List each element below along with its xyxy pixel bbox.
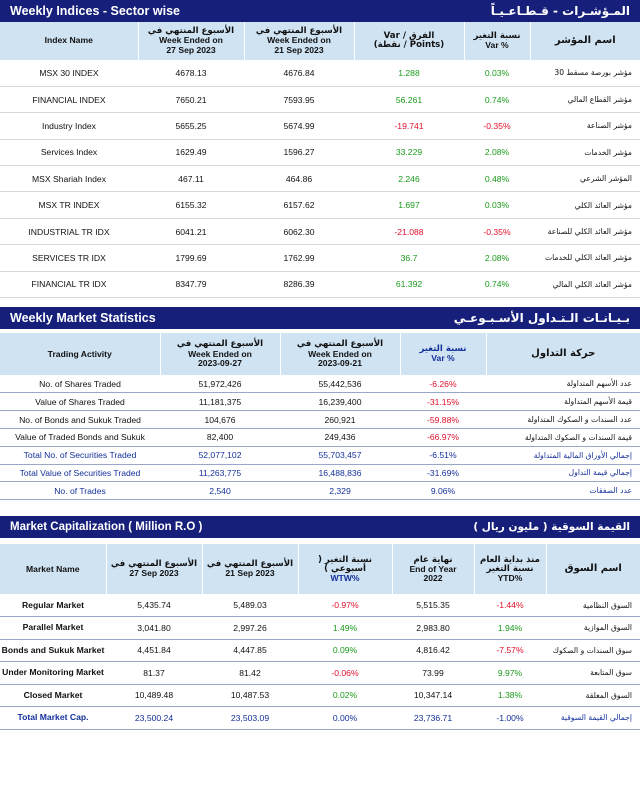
index-row — [0, 166, 640, 192]
index-name: Industry Index — [0, 113, 138, 139]
cap-week2-value: 4,447.85 — [202, 639, 298, 662]
cap-row — [0, 594, 640, 617]
index-name: MSX TR INDEX — [0, 192, 138, 218]
stats-var-pct: -6.26% — [400, 375, 486, 393]
stats-row — [0, 375, 640, 393]
indices-header-row — [0, 22, 640, 60]
index-var-points: -19.741 — [354, 113, 464, 139]
cap-title: Market Capitalization ( Million R.O ) — [10, 521, 203, 534]
cap-title-bar — [0, 516, 640, 538]
stats-activity-name-ar: قيمة الأسهم المتداولة — [486, 393, 640, 411]
index-name-ar: المؤشر الشرعي — [530, 166, 640, 192]
cap-week1-value: 81.37 — [106, 662, 202, 685]
stats-activity-name-ar: عدد السندات و الصكوك المتداولة — [486, 411, 640, 429]
index-week2-value: 4676.84 — [244, 60, 354, 86]
cap-end-of-year-value: 4,816.42 — [392, 639, 474, 662]
cap-week1-value: 23,500.24 — [106, 707, 202, 730]
cap-end-of-year-value: 5,515.35 — [392, 594, 474, 617]
col-index-name: Index Name — [0, 22, 138, 60]
col-week1: الأسبوع المنتهي في Week Ended on 27 Sep 2023 — [138, 22, 244, 60]
cap-ytd-pct: -1.00% — [474, 707, 546, 730]
index-var-points: 1.697 — [354, 192, 464, 218]
stats-var-pct: -6.51% — [400, 446, 486, 464]
cap-week1-value: 3,041.80 — [106, 617, 202, 640]
stats-week1-value: 11,181,375 — [160, 393, 280, 411]
col-var-pct: نسبة التغير Var % — [464, 22, 530, 60]
cap-market-name-ar: إجمالي القيمة السوقية — [546, 707, 640, 730]
index-week1-value: 6041.21 — [138, 218, 244, 244]
index-week1-value: 467.11 — [138, 166, 244, 192]
col-week1: الأسبوع المنتهي في 27 Sep 2023 — [106, 544, 202, 594]
indices-title-bar — [0, 0, 640, 22]
index-name: Services Index — [0, 139, 138, 165]
index-name-ar: مؤشر العائد الكلي — [530, 192, 640, 218]
index-row — [0, 192, 640, 218]
indices-table — [0, 22, 640, 298]
stats-table — [0, 333, 640, 500]
stats-activity-name: No. of Bonds and Sukuk Traded — [0, 411, 160, 429]
index-var-points: 1.288 — [354, 60, 464, 86]
index-row — [0, 60, 640, 86]
cap-market-name: Bonds and Sukuk Market — [0, 639, 106, 662]
index-week2-value: 5674.99 — [244, 113, 354, 139]
stats-title-ar: بـيـانـات الـتـداول الأسـبـوعـي — [453, 311, 630, 326]
stats-week2-value: 2,329 — [280, 482, 400, 500]
stats-var-pct: 9.06% — [400, 482, 486, 500]
cap-end-of-year-value: 23,736.71 — [392, 707, 474, 730]
index-week1-value: 5655.25 — [138, 113, 244, 139]
stats-var-pct: -66.97% — [400, 428, 486, 446]
stats-activity-name: Total Value of Securities Traded — [0, 464, 160, 482]
index-name-ar: مؤشر الصناعة — [530, 113, 640, 139]
stats-week1-value: 51,972,426 — [160, 375, 280, 393]
stats-week2-value: 260,921 — [280, 411, 400, 429]
index-week2-value: 1762.99 — [244, 245, 354, 271]
cap-header-row — [0, 544, 640, 594]
stats-week1-value: 11,263,775 — [160, 464, 280, 482]
stats-activity-name-ar: عدد الصفقات — [486, 482, 640, 500]
stats-title: Weekly Market Statistics — [10, 311, 156, 326]
cap-week1-value: 5,435.74 — [106, 594, 202, 617]
stats-week1-value: 82,400 — [160, 428, 280, 446]
indices-title: Weekly Indices - Sector wise — [10, 4, 180, 18]
stats-week2-value: 249,436 — [280, 428, 400, 446]
index-var-pct: -0.35% — [464, 218, 530, 244]
cap-end-of-year-value: 73.99 — [392, 662, 474, 685]
index-name: SERVICES TR IDX — [0, 245, 138, 271]
cap-row — [0, 707, 640, 730]
index-name: FINANCIAL INDEX — [0, 86, 138, 112]
index-name: FINANCIAL TR IDX — [0, 271, 138, 297]
cap-week1-value: 4,451.84 — [106, 639, 202, 662]
cap-market-name: Under Monitoring Market — [0, 662, 106, 685]
index-week1-value: 1629.49 — [138, 139, 244, 165]
index-name: MSX 30 INDEX — [0, 60, 138, 86]
stats-row — [0, 411, 640, 429]
cap-week2-value: 23,503.09 — [202, 707, 298, 730]
stats-activity-name-ar: عدد الأسهم المتداولة — [486, 375, 640, 393]
stats-row — [0, 482, 640, 500]
index-name-ar: مؤشر العائد الكلي للخدمات — [530, 245, 640, 271]
index-week1-value: 8347.79 — [138, 271, 244, 297]
cap-ytd-pct: 1.38% — [474, 684, 546, 707]
cap-row — [0, 684, 640, 707]
stats-activity-name: Value of Shares Traded — [0, 393, 160, 411]
cap-market-name: Closed Market — [0, 684, 106, 707]
index-var-points: -21.088 — [354, 218, 464, 244]
index-week2-value: 1596.27 — [244, 139, 354, 165]
cap-ytd-pct: 9.97% — [474, 662, 546, 685]
index-var-pct: 0.03% — [464, 60, 530, 86]
cap-week2-value: 5,489.03 — [202, 594, 298, 617]
index-week2-value: 6062.30 — [244, 218, 354, 244]
stats-activity-name-ar: إجمالي قيمة التداول — [486, 464, 640, 482]
index-week2-value: 8286.39 — [244, 271, 354, 297]
cap-end-of-year-value: 10,347.14 — [392, 684, 474, 707]
cap-week2-value: 2,997.26 — [202, 617, 298, 640]
index-var-points: 36.7 — [354, 245, 464, 271]
stats-row — [0, 446, 640, 464]
col-var-pct: نسبة التغير Var % — [400, 333, 486, 375]
cap-table — [0, 544, 640, 730]
cap-week2-value: 10,487.53 — [202, 684, 298, 707]
col-trading-activity-ar: حركة التداول — [486, 333, 640, 375]
stats-header-row — [0, 333, 640, 375]
index-row — [0, 139, 640, 165]
stats-activity-name: No. of Shares Traded — [0, 375, 160, 393]
stats-activity-name: No. of Trades — [0, 482, 160, 500]
stats-week2-value: 16,239,400 — [280, 393, 400, 411]
stats-var-pct: -31.69% — [400, 464, 486, 482]
index-name: INDUSTRIAL TR IDX — [0, 218, 138, 244]
col-wtw: نسبة التغير ( أسبوعي ) WTW% — [298, 544, 392, 594]
index-var-pct: -0.35% — [464, 113, 530, 139]
stats-activity-name: Total No. of Securities Traded — [0, 446, 160, 464]
col-week1: الأسبوع المنتهي في Week Ended on 2023-09-27 — [160, 333, 280, 375]
cap-row — [0, 662, 640, 685]
col-var: الفرق / Var (Points / نقطة) — [354, 22, 464, 60]
col-week2: الأسبوع المنتهي في 21 Sep 2023 — [202, 544, 298, 594]
col-market-name: Market Name — [0, 544, 106, 594]
stats-row — [0, 428, 640, 446]
cap-wtw-pct: -0.97% — [298, 594, 392, 617]
index-week2-value: 7593.95 — [244, 86, 354, 112]
col-end-of-year: نهاية عام End of Year 2022 — [392, 544, 474, 594]
index-name-ar: مؤشر العائد الكلي المالي — [530, 271, 640, 297]
index-var-pct: 0.03% — [464, 192, 530, 218]
index-name-ar: مؤشر الخدمات — [530, 139, 640, 165]
col-week2: الأسبوع المنتهي في Week Ended on 2023-09-21 — [280, 333, 400, 375]
index-week1-value: 6155.32 — [138, 192, 244, 218]
cap-ytd-pct: -7.57% — [474, 639, 546, 662]
col-index-name-ar: اسم المؤشر — [530, 22, 640, 60]
cap-market-name: Total Market Cap. — [0, 707, 106, 730]
cap-wtw-pct: -0.06% — [298, 662, 392, 685]
col-ytd: منذ بداية العام نسبة التغير YTD% — [474, 544, 546, 594]
cap-week1-value: 10,489.48 — [106, 684, 202, 707]
cap-market-name-ar: السوق الموازية — [546, 617, 640, 640]
col-week2: الأسبوع المنتهي في Week Ended on 21 Sep 2023 — [244, 22, 354, 60]
stats-row — [0, 393, 640, 411]
index-week1-value: 7650.21 — [138, 86, 244, 112]
index-row — [0, 113, 640, 139]
col-trading-activity: Trading Activity — [0, 333, 160, 375]
index-var-pct: 0.74% — [464, 86, 530, 112]
index-var-pct: 2.08% — [464, 245, 530, 271]
stats-week1-value: 52,077,102 — [160, 446, 280, 464]
index-name-ar: مؤشر العائد الكلي للصناعة — [530, 218, 640, 244]
index-var-points: 61.392 — [354, 271, 464, 297]
cap-end-of-year-value: 2,983.80 — [392, 617, 474, 640]
index-week1-value: 4678.13 — [138, 60, 244, 86]
stats-var-pct: -59.88% — [400, 411, 486, 429]
index-row — [0, 86, 640, 112]
cap-ytd-pct: 1.94% — [474, 617, 546, 640]
index-week2-value: 464.86 — [244, 166, 354, 192]
stats-week1-value: 104,676 — [160, 411, 280, 429]
cap-market-name-ar: سوق السندات و الصكوك — [546, 639, 640, 662]
cap-market-name-ar: السوق النظامية — [546, 594, 640, 617]
index-name-ar: مؤشر القطاع المالي — [530, 86, 640, 112]
cap-wtw-pct: 0.00% — [298, 707, 392, 730]
cap-row — [0, 617, 640, 640]
stats-week2-value: 55,703,457 — [280, 446, 400, 464]
cap-week2-value: 81.42 — [202, 662, 298, 685]
index-var-pct: 0.48% — [464, 166, 530, 192]
stats-week2-value: 16,488,836 — [280, 464, 400, 482]
cap-wtw-pct: 0.09% — [298, 639, 392, 662]
stats-activity-name-ar: قيمة السندات و الصكوك المتداولة — [486, 428, 640, 446]
stats-week2-value: 55,442,536 — [280, 375, 400, 393]
index-var-pct: 0.74% — [464, 271, 530, 297]
index-row — [0, 218, 640, 244]
cap-market-name-ar: السوق المغلقة — [546, 684, 640, 707]
index-week2-value: 6157.62 — [244, 192, 354, 218]
stats-var-pct: -31.15% — [400, 393, 486, 411]
stats-title-bar — [0, 307, 640, 329]
stats-week1-value: 2,540 — [160, 482, 280, 500]
cap-row — [0, 639, 640, 662]
index-row — [0, 271, 640, 297]
cap-market-name: Regular Market — [0, 594, 106, 617]
cap-wtw-pct: 0.02% — [298, 684, 392, 707]
index-row — [0, 245, 640, 271]
stats-activity-name: Value of Traded Bonds and Sukuk — [0, 428, 160, 446]
col-market-name-ar: اسم السوق — [546, 544, 640, 594]
index-name-ar: مؤشر بورصة مسقط 30 — [530, 60, 640, 86]
index-var-points: 33.229 — [354, 139, 464, 165]
index-var-points: 56.261 — [354, 86, 464, 112]
index-var-points: 2.246 — [354, 166, 464, 192]
cap-market-name-ar: سوق المتابعة — [546, 662, 640, 685]
stats-row — [0, 464, 640, 482]
cap-wtw-pct: 1.49% — [298, 617, 392, 640]
index-week1-value: 1799.69 — [138, 245, 244, 271]
cap-ytd-pct: -1.44% — [474, 594, 546, 617]
index-name: MSX Shariah Index — [0, 166, 138, 192]
cap-title-ar: القيمة السوقية ( مليون ريال ) — [473, 521, 630, 534]
cap-market-name: Parallel Market — [0, 617, 106, 640]
stats-activity-name-ar: إجمالي الأوراق المالية المتداولة — [486, 446, 640, 464]
indices-title-ar: المـؤشـرات - قـطـاعـيـاً — [490, 4, 630, 18]
index-var-pct: 2.08% — [464, 139, 530, 165]
